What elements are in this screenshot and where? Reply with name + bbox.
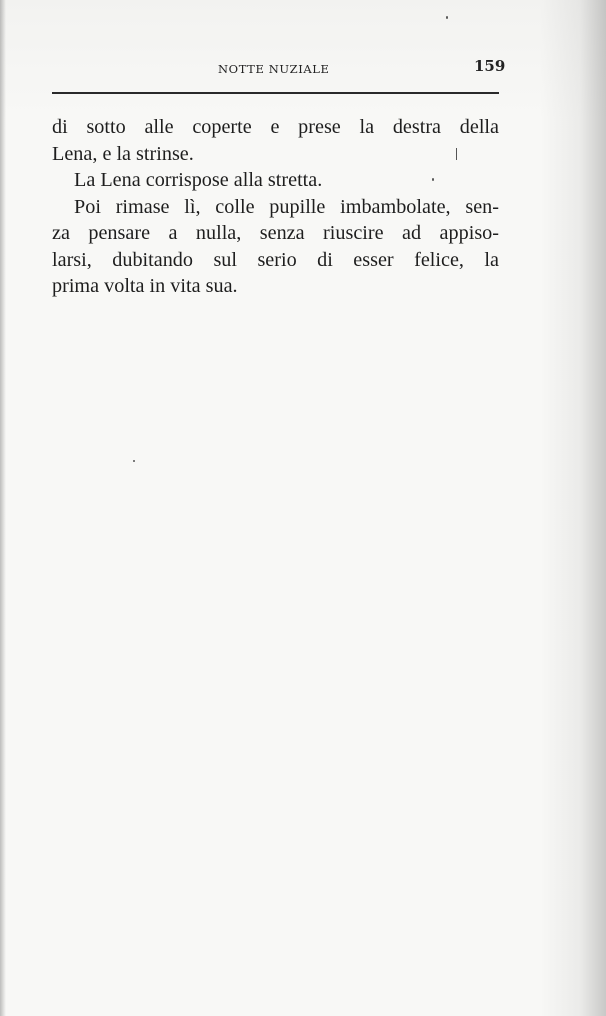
print-speck xyxy=(456,148,457,160)
header-rule xyxy=(52,92,499,94)
page-number: 159 xyxy=(474,57,506,75)
text-line: prima volta in vita sua. xyxy=(52,275,238,297)
body-text xyxy=(52,114,499,300)
text-line: Lena, e la strinse. xyxy=(52,142,194,165)
page-edge-shadow xyxy=(0,0,6,1016)
running-title: NOTTE NUZIALE xyxy=(218,62,330,76)
text-line: za pensare a nulla, senza riuscire ad appiso- xyxy=(52,222,499,244)
text-line: La Lena corrispose alla stretta. xyxy=(74,169,323,191)
print-speck xyxy=(133,460,135,462)
text-line: di sotto alle coperte e prese la destra della xyxy=(52,116,499,138)
print-speck xyxy=(432,178,434,181)
text-line: Poi rimase lì, colle pupille imbambolate, sen- xyxy=(74,195,499,218)
text-line: larsi, dubitando sul serio di esser felice, la xyxy=(52,248,499,271)
print-speck xyxy=(446,16,448,19)
